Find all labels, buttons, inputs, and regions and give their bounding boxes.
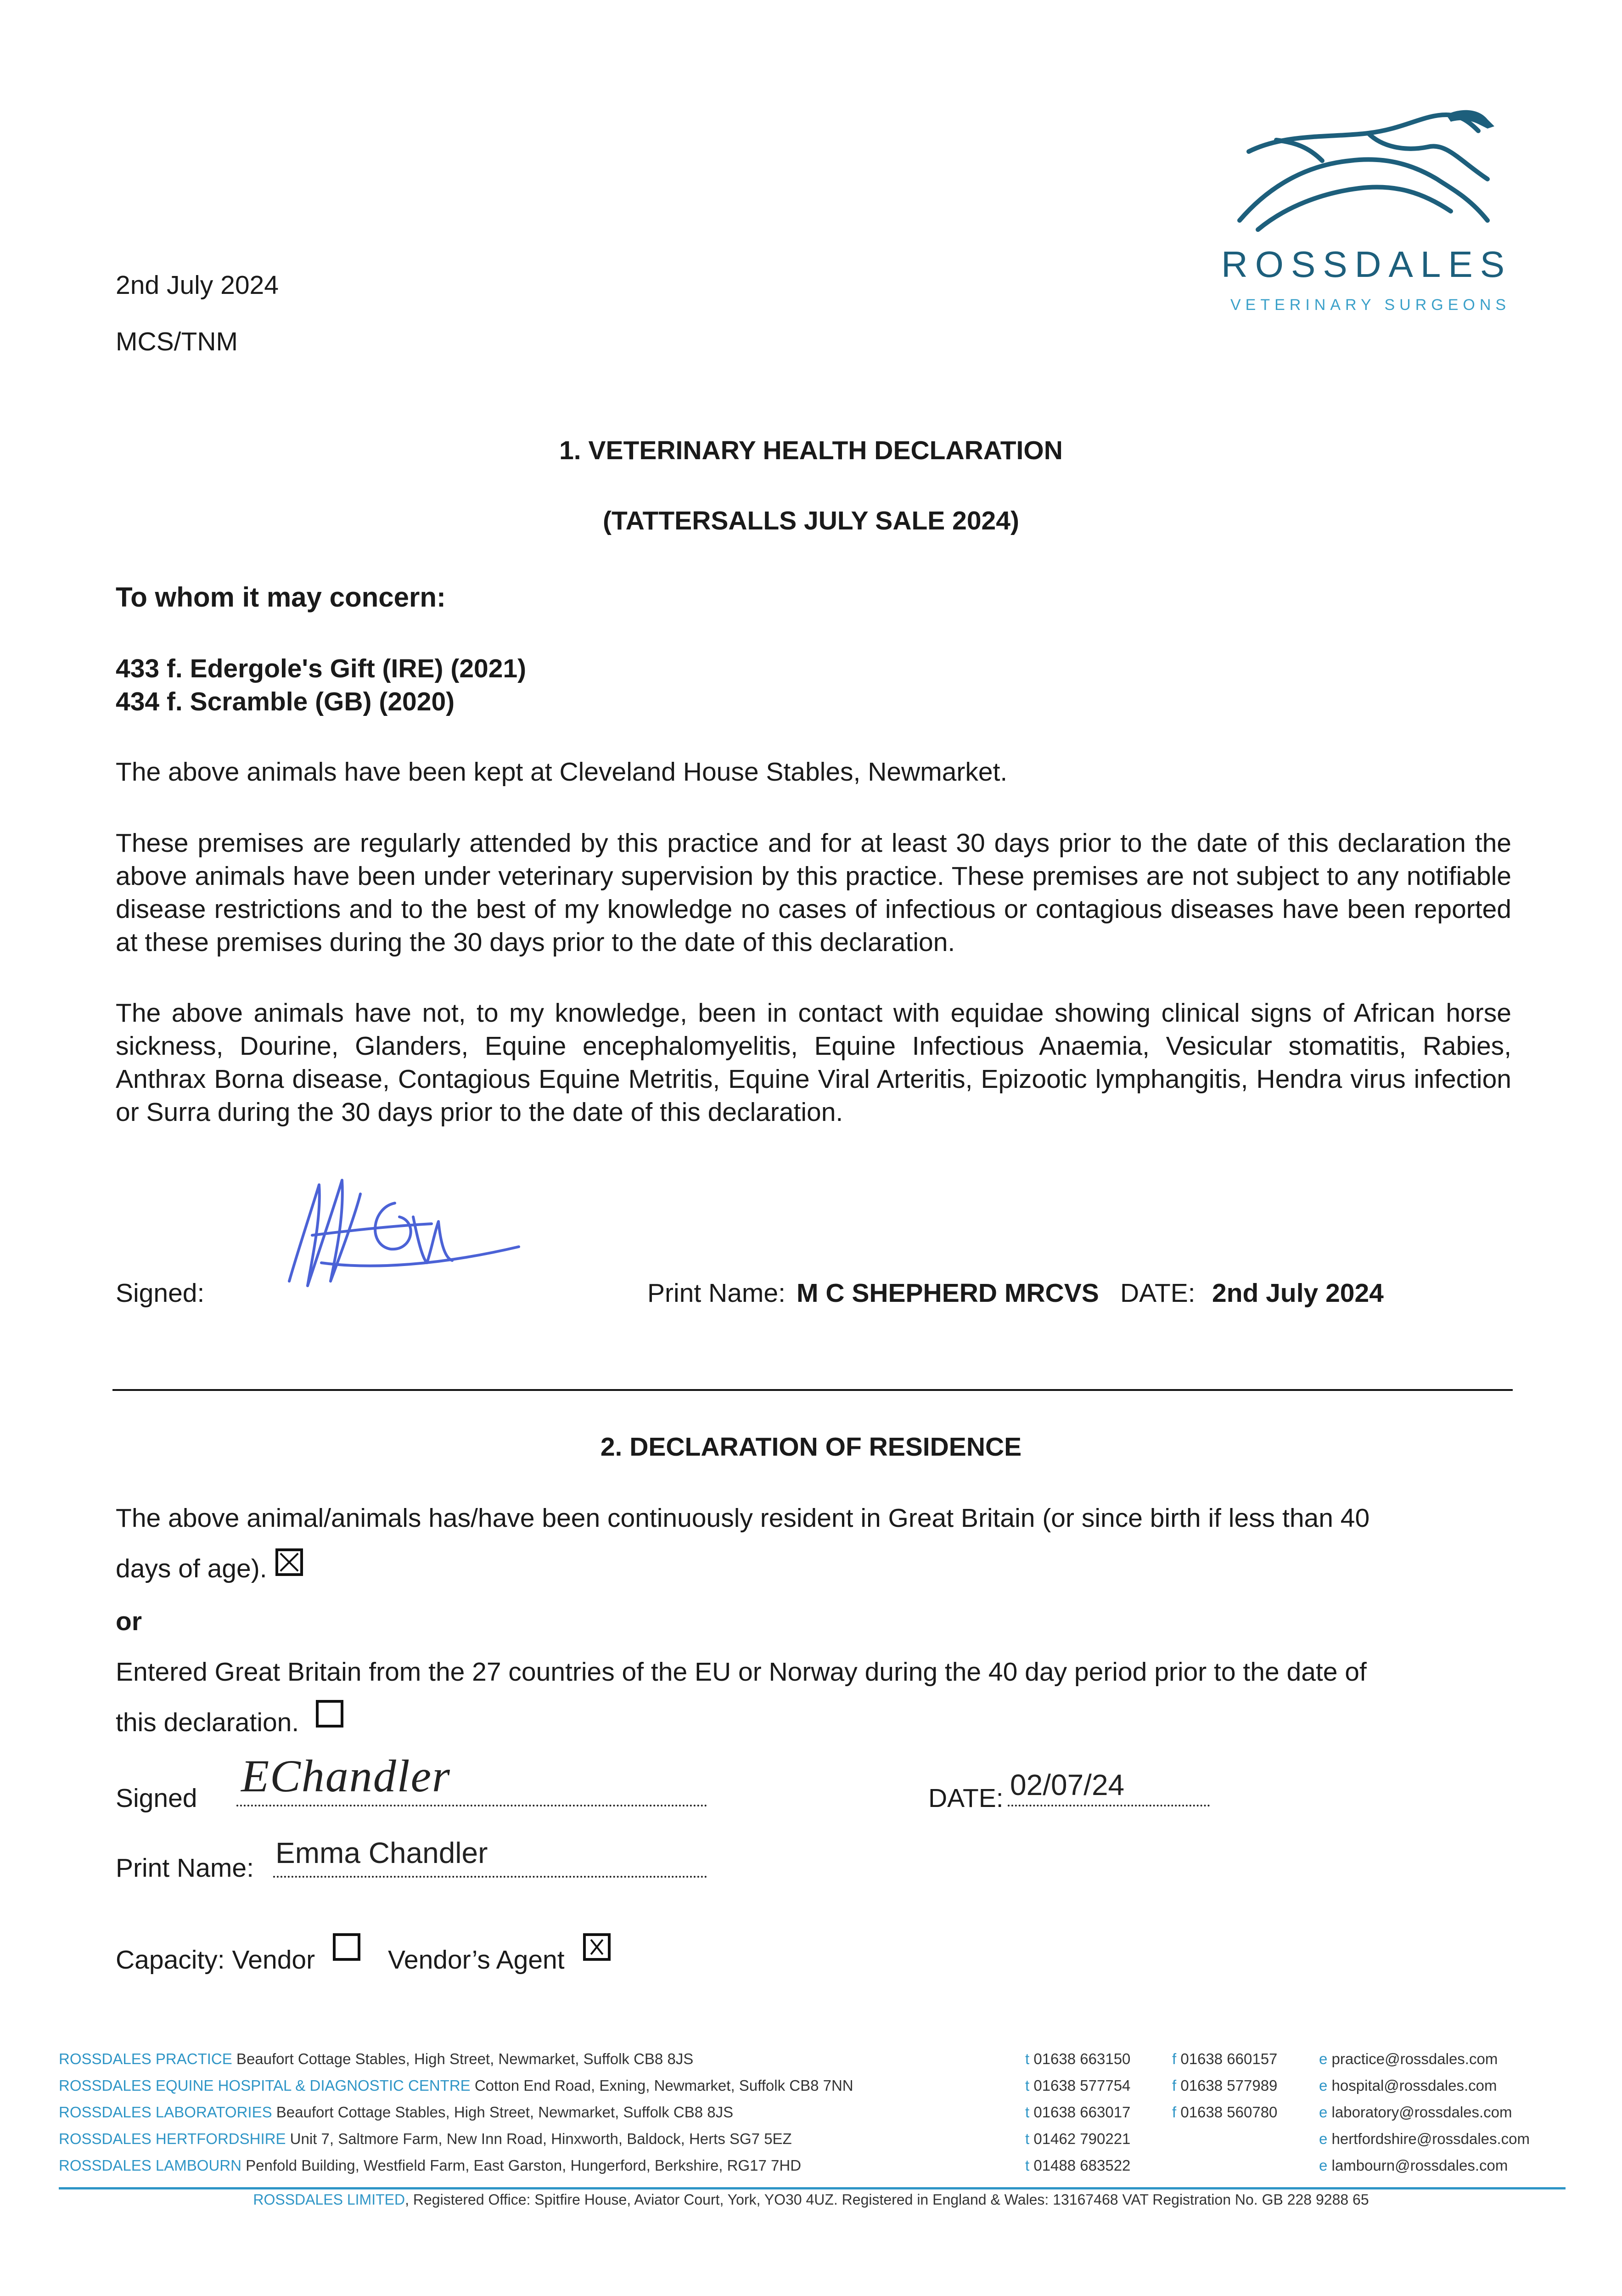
footer-phone: t 01638 663017 bbox=[1025, 2104, 1131, 2121]
logo bbox=[1217, 106, 1524, 335]
letter-date: 2nd July 2024 bbox=[116, 270, 279, 300]
resident-checkbox[interactable] bbox=[275, 1548, 303, 1576]
vet-date-label: DATE: bbox=[1120, 1278, 1195, 1308]
brand-subtitle: VETERINARY SURGEONS bbox=[1230, 296, 1511, 314]
footer-row bbox=[59, 2126, 792, 2152]
footer-phone: t 01638 577754 bbox=[1025, 2077, 1131, 2094]
footer-email: e lambourn@rossdales.com bbox=[1319, 2157, 1508, 2174]
footer-fax: f 01638 577989 bbox=[1172, 2077, 1278, 2094]
agent-print-name-line bbox=[273, 1871, 707, 1878]
footer-address: Beaufort Cottage Stables, High Street, Newmarket, Suffolk CB8 8JS bbox=[232, 2050, 694, 2067]
option2-line2: this declaration. bbox=[116, 1708, 299, 1737]
agent-print-name-label: Print Name: bbox=[116, 1853, 254, 1883]
footer-org-name: ROSSDALES LAMBOURN bbox=[59, 2157, 241, 2174]
footer-row bbox=[59, 2152, 801, 2179]
vet-signature bbox=[280, 1166, 537, 1304]
footer-row bbox=[59, 2072, 853, 2099]
paragraph-1: The above animals have been kept at Cleveland House Stables, Newmarket. bbox=[116, 757, 1008, 787]
option1-line1: The above animal/animals has/have been continuously resident in Great Britain (or since birth if less than 40 bbox=[116, 1503, 1370, 1533]
paragraph-3: The above animals have not, to my knowledge, been in contact with equidae showing clinical signs of African horse sickness, Dourine, Glanders, Equine encephalomyelitis, Equine Infectious Anaemia, Vesicular stomatitis, Rabies, Anthrax Borna disease, Contagious Equine Metritis, Equine Viral Arteritis, Epizootic lymphangitis, Hendra virus infection or Surra during the 30 days prior to the date of this declaration. bbox=[116, 998, 1511, 1127]
capacity-label: Capacity: Vendor bbox=[116, 1945, 315, 1975]
vet-signed-label: Signed: bbox=[116, 1278, 205, 1308]
footer-row bbox=[59, 2046, 693, 2072]
registered-text: , Registered Office: Spitfire House, Aviator Court, York, YO30 4UZ. Registered in England & Wales: 13167468 VAT Registration No. GB 228 9288 65 bbox=[405, 2191, 1369, 2208]
option1-line2: days of age). bbox=[116, 1554, 267, 1583]
agent-print-name[interactable]: Emma Chandler bbox=[275, 1836, 488, 1869]
check-x-icon bbox=[278, 1551, 300, 1573]
footer-row bbox=[59, 2099, 733, 2126]
salutation: To whom it may concern: bbox=[116, 582, 446, 613]
vet-date: 2nd July 2024 bbox=[1212, 1278, 1384, 1308]
vet-print-name-label: Print Name: bbox=[647, 1278, 786, 1308]
animal-2: 434 f. Scramble (GB) (2020) bbox=[116, 687, 455, 716]
agent-date-label: DATE: bbox=[928, 1784, 1004, 1813]
footer-phone: t 01638 663150 bbox=[1025, 2050, 1131, 2067]
section1-subtitle: (TATTERSALLS JULY SALE 2024) bbox=[603, 506, 1019, 535]
footer-org-name: ROSSDALES HERTFORDSHIRE bbox=[59, 2130, 286, 2147]
footer-email: e practice@rossdales.com bbox=[1319, 2050, 1498, 2067]
agent-signed-label: Signed bbox=[116, 1784, 197, 1813]
agent-date-value[interactable]: 02/07/24 bbox=[1010, 1768, 1125, 1801]
agent-capacity-label: Vendor’s Agent bbox=[388, 1945, 565, 1975]
footer-org-name: ROSSDALES EQUINE HOSPITAL & DIAGNOSTIC CENTRE bbox=[59, 2077, 471, 2094]
paragraph-2: These premises are regularly attended by this practice and for at least 30 days prior to the date of this declaration the above animals have been under veterinary supervision by this practice. These premises are not subject to any notifiable disease restrictions and to the best of my knowledge no cases of infectious or contagious diseases have been reported at these premises during the 30 days prior to the date of this declaration. bbox=[116, 828, 1511, 957]
footer-fax: f 01638 560780 bbox=[1172, 2104, 1278, 2121]
eu-entry-checkbox[interactable] bbox=[316, 1700, 343, 1728]
footer-address: Beaufort Cottage Stables, High Street, Newmarket, Suffolk CB8 8JS bbox=[272, 2104, 734, 2121]
footer-fax: f 01638 660157 bbox=[1172, 2050, 1278, 2067]
animal-1: 433 f. Edergole's Gift (IRE) (2021) bbox=[116, 654, 527, 683]
section1-title: 1. VETERINARY HEALTH DECLARATION bbox=[559, 436, 1063, 465]
footer-org-name: ROSSDALES LABORATORIES bbox=[59, 2104, 272, 2121]
brand-name: ROSSDALES bbox=[1221, 244, 1512, 285]
letter-reference: MCS/TNM bbox=[116, 327, 238, 356]
horse-logo bbox=[1230, 106, 1506, 243]
vet-print-name: M C SHEPHERD MRCVS bbox=[797, 1278, 1099, 1308]
registered-office bbox=[0, 2188, 1622, 2211]
vendor-checkbox[interactable] bbox=[333, 1933, 360, 1961]
footer-email: e hospital@rossdales.com bbox=[1319, 2077, 1497, 2094]
footer-address: Penfold Building, Westfield Farm, East Garston, Hungerford, Berkshire, RG17 7HD bbox=[241, 2157, 802, 2174]
footer-org-name: ROSSDALES PRACTICE bbox=[59, 2050, 232, 2067]
registered-name: ROSSDALES LIMITED bbox=[253, 2191, 405, 2208]
option2-line1: Entered Great Britain from the 27 countries of the EU or Norway during the 40 day period prior to the date of bbox=[116, 1657, 1367, 1687]
footer-phone: t 01462 790221 bbox=[1025, 2130, 1131, 2147]
footer-address: Unit 7, Saltmore Farm, New Inn Road, Hinxworth, Baldock, Herts SG7 5EZ bbox=[286, 2130, 792, 2147]
agent-signature: EChandler bbox=[241, 1750, 451, 1801]
vendors-agent-checkbox[interactable] bbox=[583, 1933, 611, 1961]
check-x-icon bbox=[586, 1936, 608, 1958]
footer-email: e laboratory@rossdales.com bbox=[1319, 2104, 1512, 2121]
section-divider bbox=[112, 1389, 1513, 1391]
footer-address: Cotton End Road, Exning, Newmarket, Suffolk CB8 7NN bbox=[470, 2077, 853, 2094]
section2-title: 2. DECLARATION OF RESIDENCE bbox=[600, 1432, 1022, 1462]
or-label: or bbox=[116, 1607, 142, 1636]
footer-email: e hertfordshire@rossdales.com bbox=[1319, 2130, 1530, 2147]
footer-phone: t 01488 683522 bbox=[1025, 2157, 1131, 2174]
